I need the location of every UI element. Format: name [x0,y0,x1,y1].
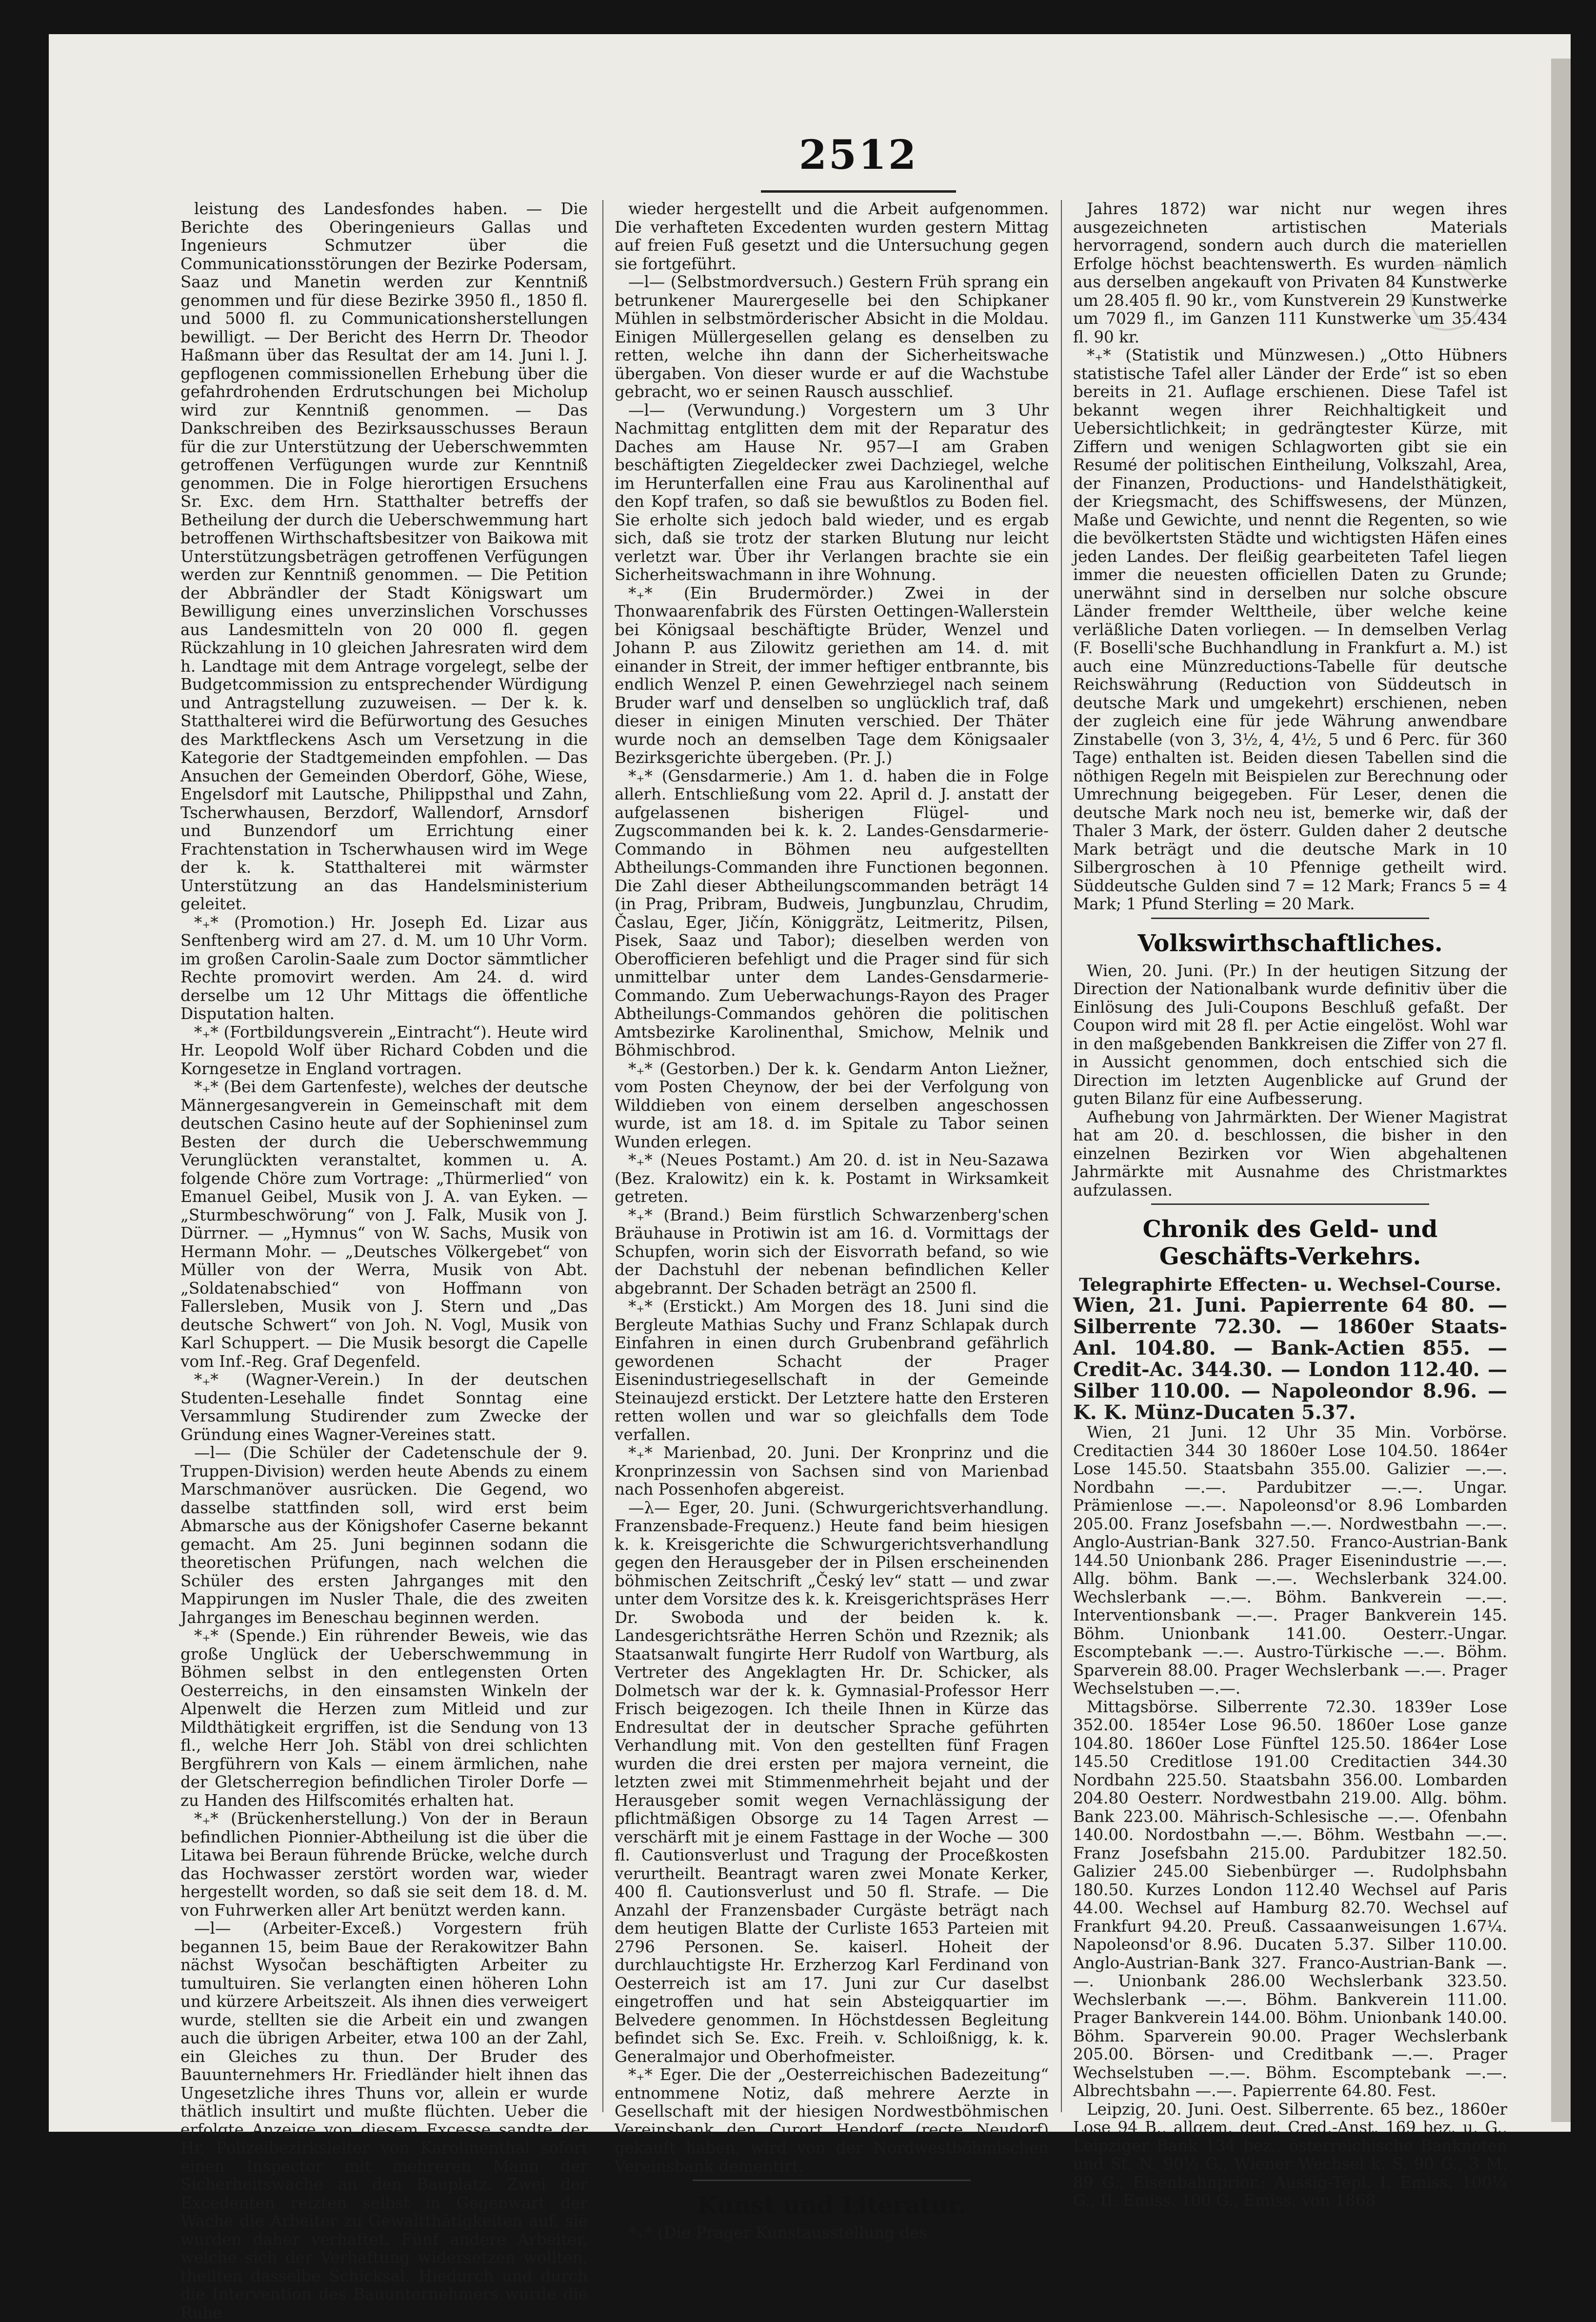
news-item-promotion: *₊* (Promotion.) Hr. Joseph Ed. Lizar aus Senftenberg wird am 27. d. M. um 10 Uhr Vorm. im großen Carolin-Saale zum Doctor sämmtlicher Rechte promovirt werden. Am 24. d. wird derselbe um 12 Uhr Mittags die öffentliche Disputation halten. [180,913,588,1023]
news-item-brueckenherstellung: *₊* (Brückenherstellung.) Von der in Beraun befindlichen Pionnier-Abtheilung ist die über die Litawa bei Beraun führende Brücke, welche durch das Hochwasser zerstört worden war, wieder hergestellt worden, so daß sie seit dem 18. d. M. von Fuhrwerken aller Art benützt werden kann. [180,1809,588,1920]
article-text: wieder hergestellt und die Arbeit aufgenommen. Die verhafteten Excedenten wurden gestern Mittag auf freien Fuß gesetzt und die Untersuchung gegen sie fortgeführt. [615,200,1049,273]
news-item-gestorben: *₊* (Gestorben.) Der k. k. Gendarm Anton Liežner, vom Posten Cheynow, der bei der Verfolgung von Wilddieben von einem derselben angeschossen wurde, ist am 18. d. im Spitale zu Tabor seinen Wunden erlegen. [615,1059,1049,1151]
section-divider [1151,918,1429,919]
news-item-fortbildungsverein: *₊* (Fortbildungsverein „Eintracht“). Heute wird Hr. Leopold Wolf über Richard Cobden und die Korngesetze in England vortragen. [180,1022,588,1078]
newspaper-page [49,34,1571,2322]
section-heading-chronik: Chronik des Geld- und Geschäfts-Verkehrs. [1142,1216,1438,1270]
news-item-selbstmordversuch: —l— (Selbstmordversuch.) Gestern Früh sprang ein betrunkener Maurergeselle bei den Schipkaner Mühlen in selbstmörderischer Absicht in die Moldau. Einigen Müllergesellen gelang es denselben zu retten, welche ihn dann der Sicherheitswache übergaben. Von dieser wurde er auf die Wachstube gebracht, wo er seinen Rausch ausschlief. [615,273,1049,401]
article-text: Jahres 1872) war nicht nur wegen ihres ausgezeichneten artistischen Materials hervorragend, sondern auch durch die materiellen Erfolge höchst beachtenswerth. Es wurden nämlich aus derselben angekauft von Privaten 84 Kunstwerke um 28.405 fl. 90 kr., vom Kunstverein 29 Kunstwerke um 7029 fl., im Ganzen 111 Kunstwerke um 35.434 fl. 90 kr. [1073,200,1507,346]
telegraph-courses-heading: Telegraphirte Effecten- u. Wechsel-Course. [1079,1275,1501,1295]
news-item-nationalbank: Wien, 20. Juni. (Pr.) In der heutigen Sitzung der Direction der Nationalbank wurde definitiv über die Einlösung des Juli-Coupons Beschluß gefaßt. Der Coupon wird mit 28 fl. per Actie eingelöst. Wohl war in den maßgebenden Bankkreisen die Ziffer von 27 fl. in Aussicht genommen, doch entschied sich die Direction im letzten Augenblicke auf Grund der guten Bilanz für eine Aufbesserung. [1073,961,1507,1108]
news-item-spende: *₊* (Spende.) Ein rührender Beweis, wie das große Unglück der Ueberschwemmung in Böhmen selbst in den entlegensten Orten Oesterreichs, in den einsamsten Winkeln der Alpenwelt die Herzen zum Mitleid und zur Mildthätigkeit ergriffen, ist die Sendung von 13 fl., welche Herr Joh. Stäbl von drei schlichten Bergführern von Kals — einem ärmlichen, nahe der Gletscherregion befindlichen Tiroler Dorfe — zu Handen des Hilfscomités erhalten hat. [180,1626,588,1810]
news-item-verwundung: —l— (Verwundung.) Vorgestern um 3 Uhr Nachmittag entglitten dem mit der Reparatur des Daches am Hause Nr. 957—I am Graben beschäftigten Ziegeldecker zwei Dachziegel, welche im Herunterfallen eine Frau aus Karolinenthal auf den Kopf trafen, so daß sie bewußtlos zu Boden fiel. Sie erholte sich jedoch bald wieder, und es ergab sich, daß sie trotz der starken Blutung nur leicht verletzt war. Über ihr Verlangen brachte sie ein Sicherheitswachmann in ihre Wohnung. [615,400,1049,584]
section-divider [1151,1203,1429,1205]
news-item-postamt: *₊* (Neues Postamt.) Am 20. d. ist in Neu-Sazawa (Bez. Kralowitz) ein k. k. Postamt in Wirksamkeit getreten. [615,1151,1049,1206]
news-item-eger-badezeitung: *₊* Eger. Die der „Oesterreichischen Badezeitung“ entnommene Notiz, daß mehrere Aerzte in Gesellschaft mit der hiesigen Nordwestböhmischen Vereinsbank den Curort Hendorf (recte Neudorf) gekauft haben, wird von der Nordwestböhmischen Vereinsbank dementirt. [615,2065,1049,2176]
article-text: leistung des Landesfondes haben. — Die Berichte des Oberingenieurs Gallas und Ingenieurs Schmutzer über die Communicationsstörungen der Bezirke Podersam, Saaz und Manetin werden zur Kenntniß genommen und für diese Bezirke 3950 fl., 1850 fl. und 5000 fl. zu Communicationsherstellungen bewilligt. — Der Bericht des Herrn Dr. Theodor Haßmann über das Resultat der am 14. Juni l. J. gepflogenen commissionellen Erhebung über die gefahrdrohenden Erdrutschungen bei Micholup wird zur Kenntniß genommen. — Das Dankschreiben des Bezirksausschusses Beraun für die zur Unterstützung der Ueberschwemmten getroffenen Verfügungen wurde zur Kenntniß genommen. Die in Folge hierortigen Ersuchens Sr. Exc. dem Hrn. Statthalter betreffs der Betheilung der durch die Ueberschwemmung hart betroffenen Wirthschaftsbesitzer von Baikowa mit Unterstützungsbeträgen getroffenen Verfügungen werden zur Kenntniß genommen. — Die Petition der Abbrändler der Stadt Königswart um Bewilligung eines unverzinslichen Vorschusses aus Landesmitteln von 20 000 fl. gegen Rückzahlung in 10 gleichen Jahresraten wird dem h. Landtage mit dem Antrage vorgelegt, selbe der Budgetcommission zu entsprechender Würdigung und Antragstellung zuzuweisen. — Der k. k. Statthalterei wird die Befürwortung des Gesuches des Marktfleckens Asch um Versetzung in die Kategorie der Stadtgemeinden empfohlen. — Das Ansuchen der Gemeinden Oberdorf, Göhe, Wiese, Engelsdorf mit Lautsche, Philippsthal und Zahn, Tscherwhausen, Berzdorf, Wallendorf, Arnsdorf und Bunzendorf um Errichtung einer Frachtenstation in Tscherwhausen wird im Wege der k. k. Statthalterei mit wärmster Unterstützung an das Handelsministerium geleitet. [180,200,588,913]
column-3 [1073,200,1507,2210]
column-2 [615,200,1049,2242]
column-divider [602,200,603,2112]
page-number-rule [761,190,956,193]
news-item-wagner-verein: *₊* (Wagner-Verein.) In der deutschen Studenten-Lesehalle findet Sonntag eine Versammlung Studirender zum Zwecke der Gründung eines Wagner-Vereines statt. [180,1370,588,1444]
telegraph-courses: Wien, 21. Juni. Papierrente 64 80. — Silberrente 72.30. — 1860er Staats-Anl. 104.80. — Bank-Actien 855. — Credit-Ac. 344.30. — London 112.40. — Silber 110.00. — Napoleondor 8.96. — K. K. Münz-Ducaten 5.37. [1073,1294,1507,1424]
page-number: 2512 [798,132,918,179]
page-edge [1551,59,1571,2122]
column-divider [1061,200,1062,2112]
news-item-brudermoerder: *₊* (Ein Brudermörder.) Zwei in der Thonwaarenfabrik des Fürsten Oettingen-Wallerstein bei Königsaal beschäftigte Brüder, Wenzel und Johann P. aus Zilowitz geriethen am 14. d. mit einander in Streit, der immer heftiger entbrannte, bis endlich Wenzel P. einen Gewehrziegel nach seinem Bruder warf und denselben so unglücklich traf, daß dieser in einigen Minuten verschied. Der Thäter wurde noch an demselben Tage dem Königsaaler Bezirksgerichte übergeben. (Pr. J.) [615,583,1049,767]
news-item-marienbad: *₊* Marienbad, 20. Juni. Der Kronprinz und die Kronprinzessin von Sachsen sind von Marienbad nach Possenhofen abgereist. [615,1443,1049,1499]
section-heading-kunst: Kunst und Literatur. [697,2192,967,2219]
news-item-jahrmaerkte: Aufhebung von Jahrmärkten. Der Wiener Magistrat hat am 20. d. beschlossen, die bisher in den einzelnen Bezirken vor Wien abgehaltenen Jahrmärkte mit Ausnahme des Christmarktes aufzulassen. [1073,1107,1507,1200]
news-item-cadetenschule: —l— (Die Schüler der Cadetenschule der 9. Truppen-Division) werden heute Abends zu einem Marschmanöver ausrücken. Die Gegend, wo dasselbe stattfinden soll, wird erst beim Abmarsche aus der Königshofer Caserne bekannt gemacht. Am 25. Juni beginnen sodann die theoretischen Prüfungen, nach welchen die Schüler des ersten Jahrganges mit den Mappirungen im Nusler Thale, die des zweiten Jahrganges im Beneschau beginnen werden. [180,1443,588,1627]
market-report-leipzig: Leipzig, 20. Juni. Oest. Silberrente. 65 bez., 1860er Lose 94 B., allgem. deut. Cred.-Anst. 169 bez. u. G., Leipziger Bank 134 bez., österreichische Banknoten und St. N. 90½ G., Wiener Wechsel k. S. 90 G., 3 M. 89 G., Eisenbahnprior.: Aussig-Tepl. I. Emiss. 100¼ G., II. Emiss. 100 G., Emiss. von 1868 [1073,2100,1507,2210]
library-stamp [1410,263,1482,331]
news-item-kunstausstellung: *₊* (Die Prager Kunstausstellung des [628,2223,927,2242]
news-item-brand: *₊* (Brand.) Beim fürstlich Schwarzenberg'schen Bräuhause in Protiwin ist am 16. d. Vormittags der Schupfen, worin sich der Eisvorrath befand, so wie der Dachstuhl der nebenan befindlichen Keller abgebrannt. Der Schaden beträgt an 2500 fl. [615,1205,1049,1298]
column-1 [180,200,588,2322]
market-report-vorboerse: Wien, 21 Juni. 12 Uhr 35 Min. Vorbörse. Creditactien 344 30 1860er Lose 104.50. 1864er Lose 145.50. Staatsbahn 355.00. Galizier —.—. Nordbahn —.—. Pardubitzer —.—. Ungar. Prämienlose —.—. Napoleonsd'or 8.96 Lombarden 205.00. Franz Josefsbahn —.—. Nordwestbahn —.—. Anglo-Austrian-Bank 327.50. Franco-Austrian-Bank 144.50 Unionbank 286. Prager Eisenindustrie —.—. Allg. böhm. Bank —.—. Wechslerbank 324.00. Wechslerbank —.—. Böhm. Bankverein —.—. Interventionsbank —.—. Prager Bankverein 145. Böhm. Unionbank 141.00. Oesterr.-Ungar. Escomptebank —.—. Austro-Türkische —.—. Böhm. Sparverein 88.00. Prager Wechslerbank —.—. Prager Wechselstuben —.—. [1073,1423,1507,1698]
news-item-erstickt: *₊* (Erstickt.) Am Morgen des 18. Juni sind die Bergleute Mathias Suchy und Franz Schlapak durch Einfahren in einen durch Grubenbrand gefährlich gewordenen Schacht der Prager Eisenindustriegesellschaft in der Gemeinde Steinaujezd erstickt. Der Letztere hatte den Ersteren retten wollen und war so gleichfalls dem Tode verfallen. [615,1297,1049,1444]
market-report-mittagsboerse: Mittagsbörse. Silberrente 72.30. 1839er Lose 352.00. 1854er Lose 96.50. 1860er Lose ganze 104.80. 1860er Lose Fünftel 125.50. 1864er Lose 145.50 Creditlose 191.00 Creditactien 344.30 Nordbahn 225.50. Staatsbahn 356.00. Lombarden 204.80 Oesterr. Nordwestbahn 219.00. Allg. böhm. Bank 223.00. Mährisch-Schlesische —.—. Ofenbahn 140.00. Nordostbahn —.—. Böhm. Westbahn —.—. Franz Josefsbahn 215.00. Pardubitzer 182.50. Galizier 245.00 Siebenbürger —. Rudolphsbahn 180.50. Kurzes London 112.40 Wechsel auf Paris 44.00. Wechsel auf Hamburg 82.70. Wechsel auf Frankfurt 94.20. Preuß. Cassaanweisungen 1.67¼. Napoleonsd'or 8.96. Ducaten 5.37. Silber 110.00. Anglo-Austrian-Bank 327. Franco-Austrian-Bank —.—. Unionbank 286.00 Wechslerbank 323.50. Wechslerbank —.—. Böhm. Bankverein 111.00. Prager Bankverein 144.00. Böhm. Unionbank 140.00. Böhm. Sparverein 90.00. Prager Wechslerbank 205.00. Börsen- und Creditbank —.—. Prager Wechselstuben —.—. Böhm. Escomptebank —.—. Albrechtsbahn —.—. Papierrente 64.80. Fest. [1073,1697,1507,2100]
news-item-gartenfest: *₊* (Bei dem Gartenfeste), welches der deutsche Männergesangverein in Gemeinschaft mit dem deutschen Casino heute auf der Sophieninsel zum Besten der durch die Ueberschwemmung Verunglückten veranstaltet, kommen u. A. folgende Chöre zum Vortrage: „Thürmerlied“ von Emanuel Geibel, Musik von J. A. van Eyken. — „Sturmbeschwörung“ von J. Falk, Musik von J. Dürrner. — „Hymnus“ von W. Sachs, Musik von Hermann Mohr. — „Deutsches Völkergebet“ von Müller von der Werra, Musik von Abt. „Soldatenabschied“ von Hoffmann von Fallersleben, Musik von J. Stern und „Das deutsche Schwert“ von Joh. N. Vogl, Musik von Karl Schuppert. — Die Musik besorgt die Capelle vom Inf.-Reg. Graf Degenfeld. [180,1078,588,1371]
news-item-statistik: *₊* (Statistik und Münzwesen.) „Otto Hübners statistische Tafel aller Länder der Erde“ ist so eben bereits in 21. Auflage erschienen. Diese Tafel ist bekannt wegen ihrer Reichhaltigkeit und Uebersichtlichkeit; in gedrängtester Kürze, mit Ziffern und wenigen Schlagworten gibt sie ein Resumé der politischen Eintheilung, Volkszahl, Area, der Finanzen, Productions- und Handelsthätigkeit, der Kriegsmacht, des Schiffswesens, der Münzen, Maße und Gewichte, und nennt die Regenten, so wie die bevölkertsten Städte und wichtigsten Häfen eines jeden Landes. Der fleißig gearbeiteten Tafel liegen immer die neuesten officiellen Daten zu Grunde; unerwähnt sind in derselben nur solche obscure Länder fremder Welttheile, über welche keine verläßliche Daten vorliegen. — In demselben Verlag (F. Boselli'sche Buchhandlung in Frankfurt a. M.) ist auch eine Münzreductions-Tabelle für deutsche Reichswährung (Reduction von Süddeutsch in deutsche Mark und umgekehrt) erschienen, neben der zugleich eine für jede Währung anwendbare Zinstabelle (von 3, 3½, 4, 4½, 5 und 6 Perc. für 360 Tage) enthalten ist. Beiden diesen Tabellen sind die nöthigen Regeln mit Beispielen zur Berechnung oder Umrechnung beigegeben. Für Leser, denen die deutsche Mark noch neu ist, bemerke wir, daß der Thaler 3 Mark, der österr. Gulden daher 2 deutsche Mark beträgt und die deutsche Mark in 10 Silbergroschen à 10 Pfennige getheilt wird. Süddeutsche Gulden sind 7 = 12 Mark; Francs 5 = 4 Mark; 1 Pfund Sterling = 20 Mark. [1073,346,1507,913]
section-heading-volkswirthschaft: Volkswirthschaftliches. [1137,929,1443,957]
news-item-gensdarmerie: *₊* (Gensdarmerie.) Am 1. d. haben die in Folge allerh. Entschließung vom 22. April d. J. anstatt der aufgelassenen bisherigen Flügel- und Zugscommanden bei k. k. 2. Landes-Gensdarmerie-Commando in Böhmen neu aufgestellten Abtheilungs-Commanden ihre Functionen begonnen. Die Zahl dieser Abtheilungscommanden beträgt 14 (in Prag, Pribram, Budweis, Jungbunzlau, Chrudim, Časlau, Eger, Jičín, Königgrätz, Leitmeritz, Pilsen, Pisek, Saaz und Tabor); dieselben werden von Oberofficieren befehligt und die Prager sind für sich unmittelbar unter dem Landes-Gensdarmerie-Commando. Zum Ueberwachungs-Rayon des Prager Abtheilungs-Commandos gehören die politischen Amtsbezirke Karolinenthal, Smichow, Melnik und Böhmischbrod. [615,766,1049,1060]
section-divider [693,2180,971,2181]
news-item-arbeiter-excess: —l— (Arbeiter-Exceß.) Vorgestern früh begannen 15, beim Baue der Rerakowitzer Bahn nächst Wysočan beschäftigten Arbeiter zu tumultuiren. Sie verlangten einen höheren Lohn und kürzere Arbeitszeit. Als ihnen dies verweigert wurde, stellten sie die Arbeit ein und zwangen auch die übrigen Arbeiter, etwa 100 an der Zahl, ein Gleiches zu thun. Der Bruder des Bauunternehmers Hr. Friedländer hielt ihnen das Ungesetzliche ihres Thuns vor, allein er wurde thätlich insultirt und mußte flüchten. Ueber die erfolgte Anzeige von diesem Excesse sandte der Hr. Polizeibezirksleiter von Karolinenthal sofort einen Inspector mit mehreren Mann der Sicherheitswache an den Bauplatz. Zwei der Excedenten reizten selbst in Gegenwart der Wache die Arbeiter zu Gewaltthätigkeiten auf, sie wurden daher verhaftet. Fünf andere Arbeiter, welche sich der Verhaftung widersetzen wollten, theilten dasselbe Schicksal. Hiedurch und durch die Intervention des Bauunternehmers wurde die Ruhe [180,1919,588,2322]
news-item-eger-schwurgericht: —λ— Eger, 20. Juni. (Schwurgerichtsverhandlung. Franzensbade-Frequenz.) Heute fand beim hiesigen k. k. Kreisgerichte die Schwurgerichtsverhandlung gegen den Herausgeber der in Pilsen erscheinenden böhmischen Zeitschrift „Český lev“ statt — und zwar unter dem Vorsitze des k. k. Kreisgerichtspräses Herr Dr. Swoboda und der beiden k. k. Landesgerichtsräthe Herren Schön und Rzeznik; als Staatsanwalt fungirte Herr Rudolf von Wartburg, als Vertreter des Angeklagten Hr. Dr. Schicker, als Dolmetsch war der k. k. Gymnasial-Professor Herr Frisch beigezogen. Ich theile Ihnen in Kürze das Endresultat der in deutscher Sprache geführten Verhandlung mit. Von den gestellten fünf Fragen wurden die drei ersten per majora verneint, die letzten zwei mit Stimmenmehrheit bejaht und der Herausgeber somit wegen Vernachlässigung der pflichtmäßigen Obsorge zu 14 Tagen Arrest — verschärft mit je einem Fasttage in der Woche — 300 fl. Cautionsverlust und Tragung der Proceßkosten verurtheilt. Beantragt waren zwei Monate Kerker, 400 fl. Cautionsverlust und 50 fl. Strafe. — Die Anzahl der Franzensbader Curgäste beträgt nach dem heutigen Blatte der Curliste 1653 Parteien mit 2796 Personen. Se. kaiserl. Hoheit der durchlauchtigste Hr. Erzherzog Karl Ferdinand von Oesterreich ist am 17. Juni zur Cur daselbst eingetroffen und hat sein Absteigquartier im Belvedere genommen. In Höchstdessen Begleitung befindet sich Se. Exc. Freih. v. Schloißnigg, k. k. Generalmajor und Oberhofmeister. [615,1498,1049,2066]
